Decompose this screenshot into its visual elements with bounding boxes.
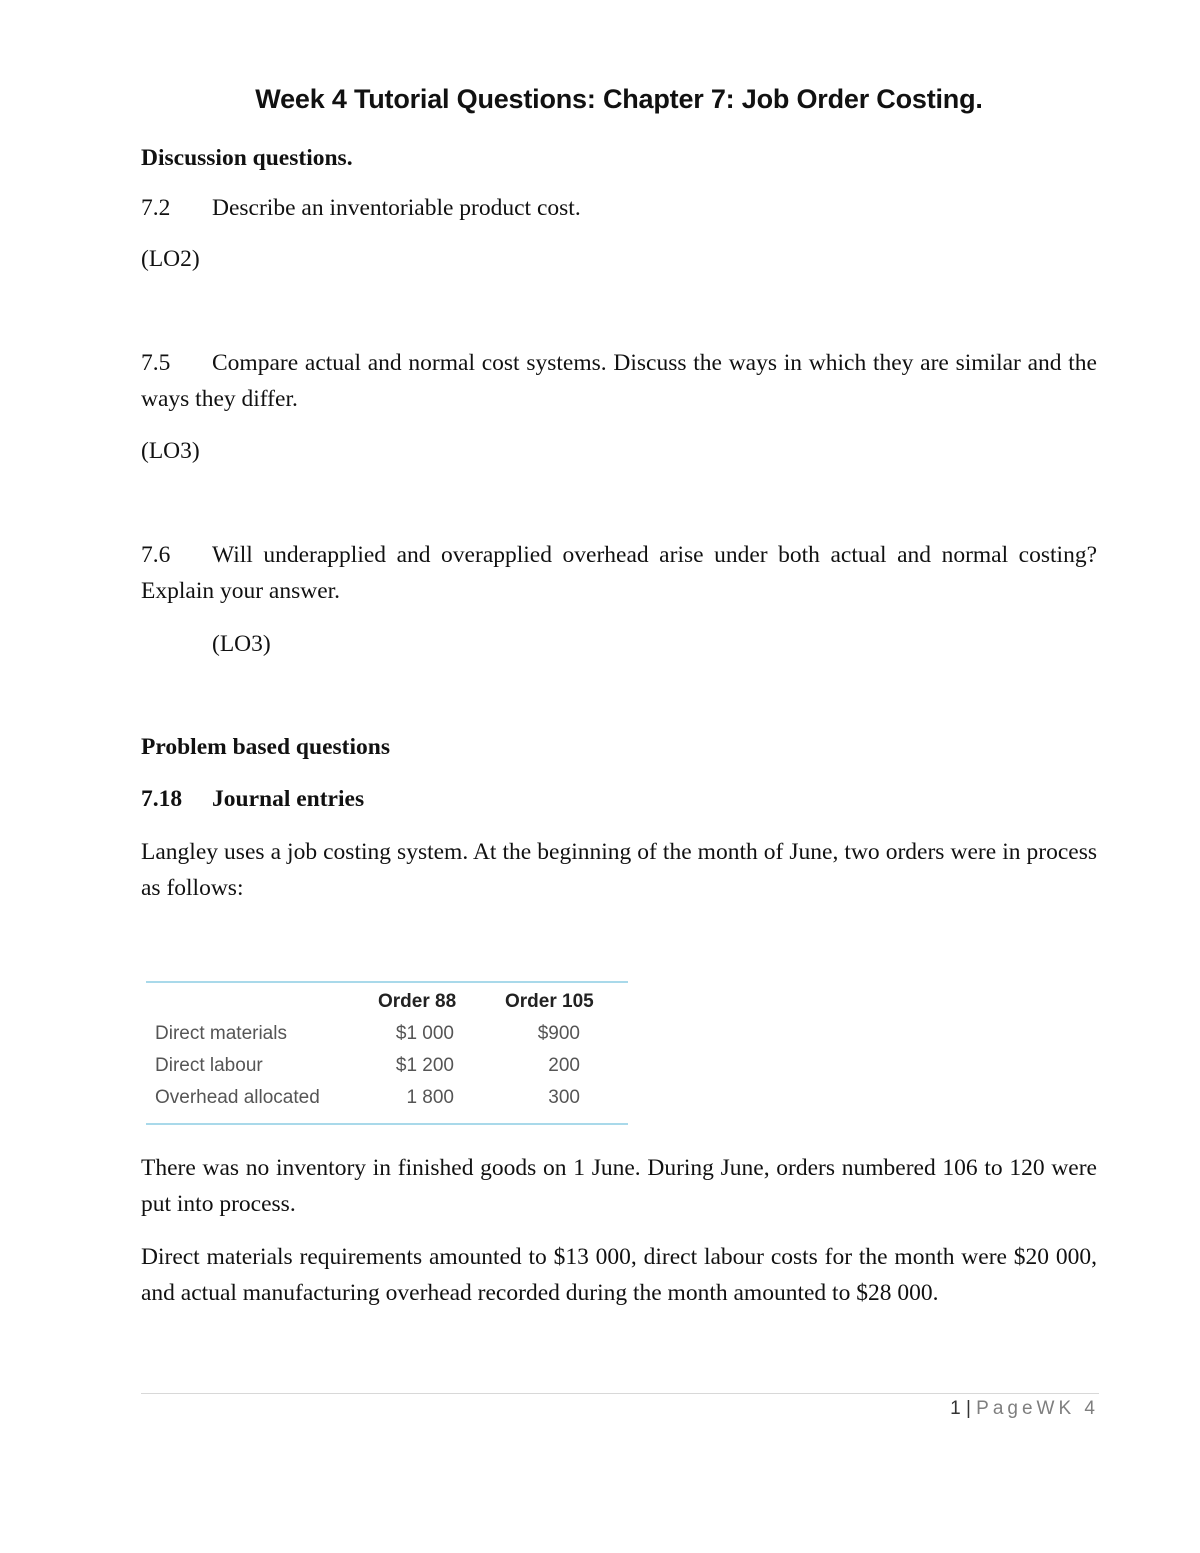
question-title: Journal entries [212,786,365,812]
question-number: 7.2 [141,195,171,221]
table-header: Order 88 [378,991,457,1012]
orders-table [146,981,628,1125]
table-cell: 1 800 [406,1087,454,1108]
table-cell: $900 [537,1023,580,1044]
footer-divider [141,1393,1099,1394]
section-label: WK 4 [1036,1398,1099,1419]
question-number: 7.18 [141,786,183,812]
page-number: 1 [950,1398,961,1419]
question-7-2 [141,190,1097,226]
table-row-label: Direct materials [155,1023,287,1044]
question-text: Will underapplied and overapplied overhead arise under both actual and normal costing? Explain your answer. [141,542,1097,604]
problem-paragraph: There was no inventory in finished goods on 1 June. During June, orders numbered 106 to 120 were put into process. [141,1155,1097,1217]
table-cell: 300 [548,1087,580,1108]
problem-intro: Langley uses a job costing system. At the beginning of the month of June, two orders were in process as follows: [141,839,1097,901]
table-cell: $1 200 [395,1055,454,1076]
discussion-heading: Discussion questions. [141,145,353,171]
question-7-5 [141,345,1097,417]
page-footer [950,1398,1099,1420]
question-number: 7.6 [141,542,171,568]
question-text: Compare actual and normal cost systems. Discuss the ways in which they are similar and the ways they differ. [141,350,1097,412]
page-label: Page [976,1398,1037,1419]
table-header: Order 105 [505,991,594,1012]
question-7-18-heading [141,781,1097,817]
table-cell: 200 [548,1055,580,1076]
question-number: 7.5 [141,350,171,376]
page-title: Week 4 Tutorial Questions: Chapter 7: Job Order Costing. [255,84,983,114]
table-row-label: Overhead allocated [155,1087,320,1108]
footer-separator: | [965,1398,971,1419]
table-row-label: Direct labour [155,1055,263,1076]
question-7-6 [141,537,1097,609]
question-text: Describe an inventoriable product cost. [212,195,581,221]
learning-outcome: (LO2) [141,246,200,272]
table-cell: $1 000 [395,1023,454,1044]
problem-paragraph: Direct materials requirements amounted to $13 000, direct labour costs for the month were $20 000, and actual manufacturing overhead recorded during the month amounted to $28 000. [141,1244,1097,1306]
problems-heading: Problem based questions [141,734,390,760]
learning-outcome: (LO3) [141,438,200,464]
learning-outcome: (LO3) [212,631,271,657]
